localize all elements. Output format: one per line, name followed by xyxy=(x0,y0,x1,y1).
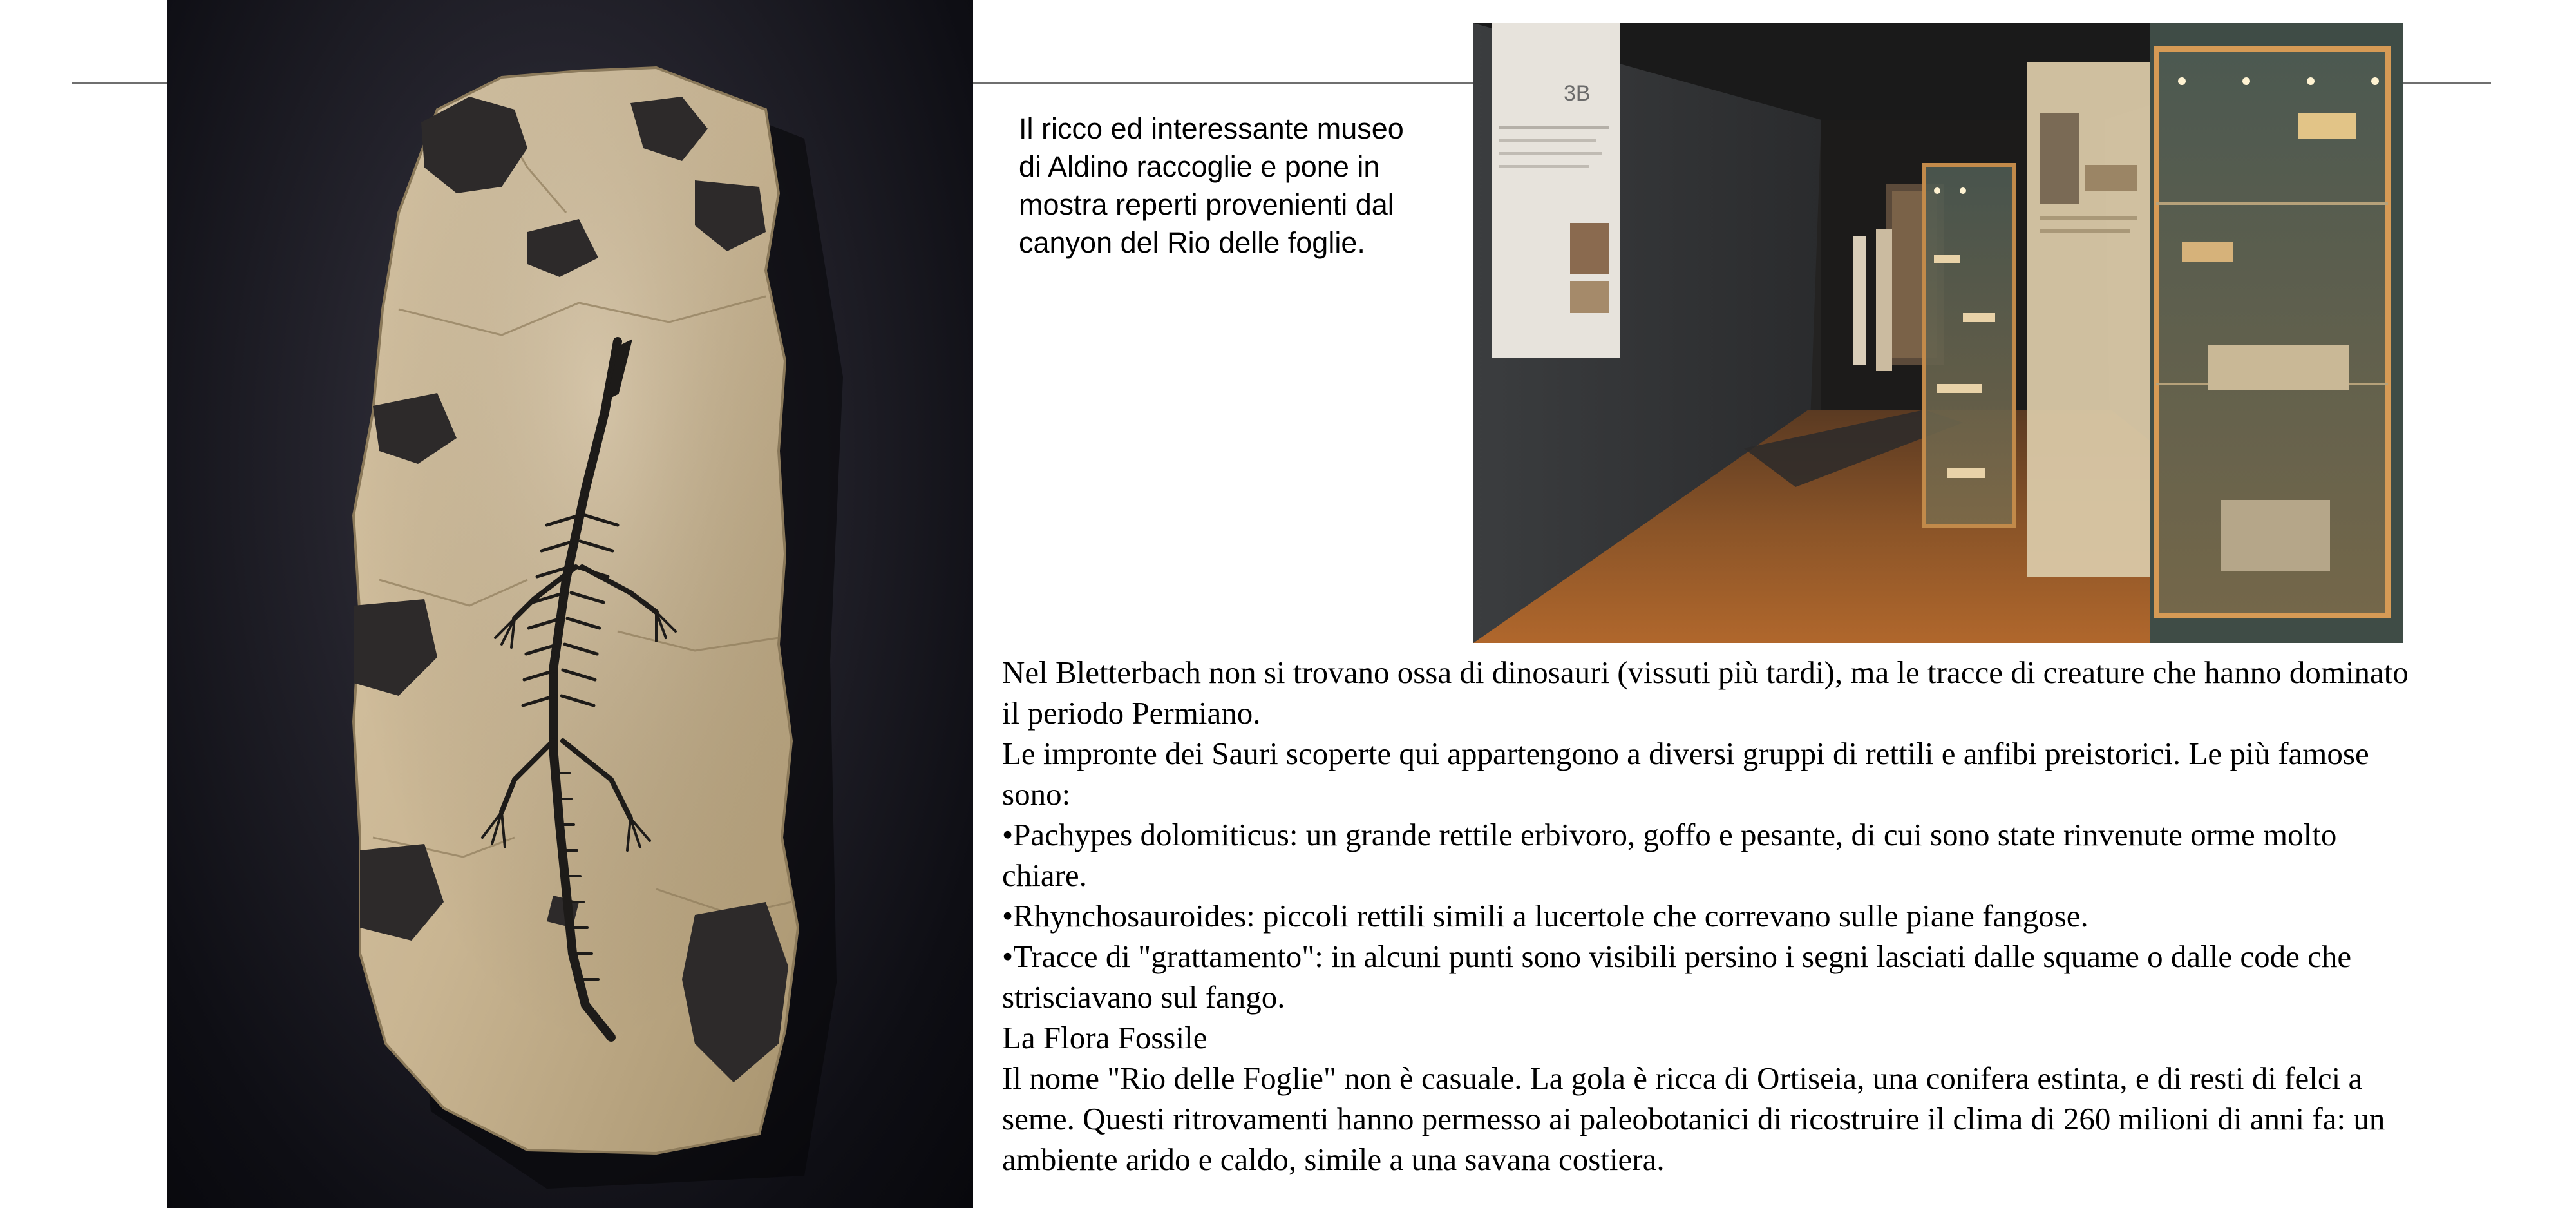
horizontal-rule-left xyxy=(72,82,167,84)
horizontal-rule-right xyxy=(2402,82,2491,84)
list-item-pachypes: •Pachypes dolomiticus: un grande rettile erbivoro, goffo e pesante, di cui sono state rinvenute orme molto chiare. xyxy=(1002,817,2337,893)
list-item-rhynchosauroides: •Rhynchosauroides: piccoli rettili simili a lucertole che correvano sulle piane fangose. xyxy=(1002,898,2088,934)
body-text xyxy=(1002,652,2561,1180)
paragraph-intro: Nel Bletterbach non si trovano ossa di dinosauri (vissuti più tardi), ma le tracce di creature che hanno dominato il periodo Permiano. xyxy=(1002,655,2409,731)
paragraph-flora: Il nome "Rio delle Foglie" non è casuale. La gola è ricca di Ortiseia, una conifera estinta, e di resti di felci a seme. Questi ritrovamenti hanno permesso ai paleobotanici di ricostruire il clima di 260 milioni di anni fa: un ambiente arido e caldo, simile a una savana costiera. xyxy=(1002,1060,2385,1177)
museum-caption: Il ricco ed interessante museo di Aldino raccoglie e pone in mostra reperti provenienti dal canyon del Rio delle foglie. xyxy=(1019,112,1404,259)
paragraph-footprints: Le impronte dei Sauri scoperte qui appartengono a diversi gruppi di rettili e anfibi preistorici. Le più famose sono: xyxy=(1002,736,2369,812)
fossil-slab-image xyxy=(167,0,973,1208)
museum-interior-photo xyxy=(1473,23,2403,643)
section-heading-flora: La Flora Fossile xyxy=(1002,1020,1208,1055)
museum-gallery-image xyxy=(1473,23,2403,643)
gallery-panel-number: 3B xyxy=(1564,81,1591,106)
horizontal-rule-middle xyxy=(972,82,1473,84)
list-item-scratch-traces: •Tracce di "grattamento": in alcuni punti sono visibili persino i segni lasciati dalle squame o dalle code che strisciavano sul fango. xyxy=(1002,939,2352,1015)
fossil-photo xyxy=(167,0,973,1208)
